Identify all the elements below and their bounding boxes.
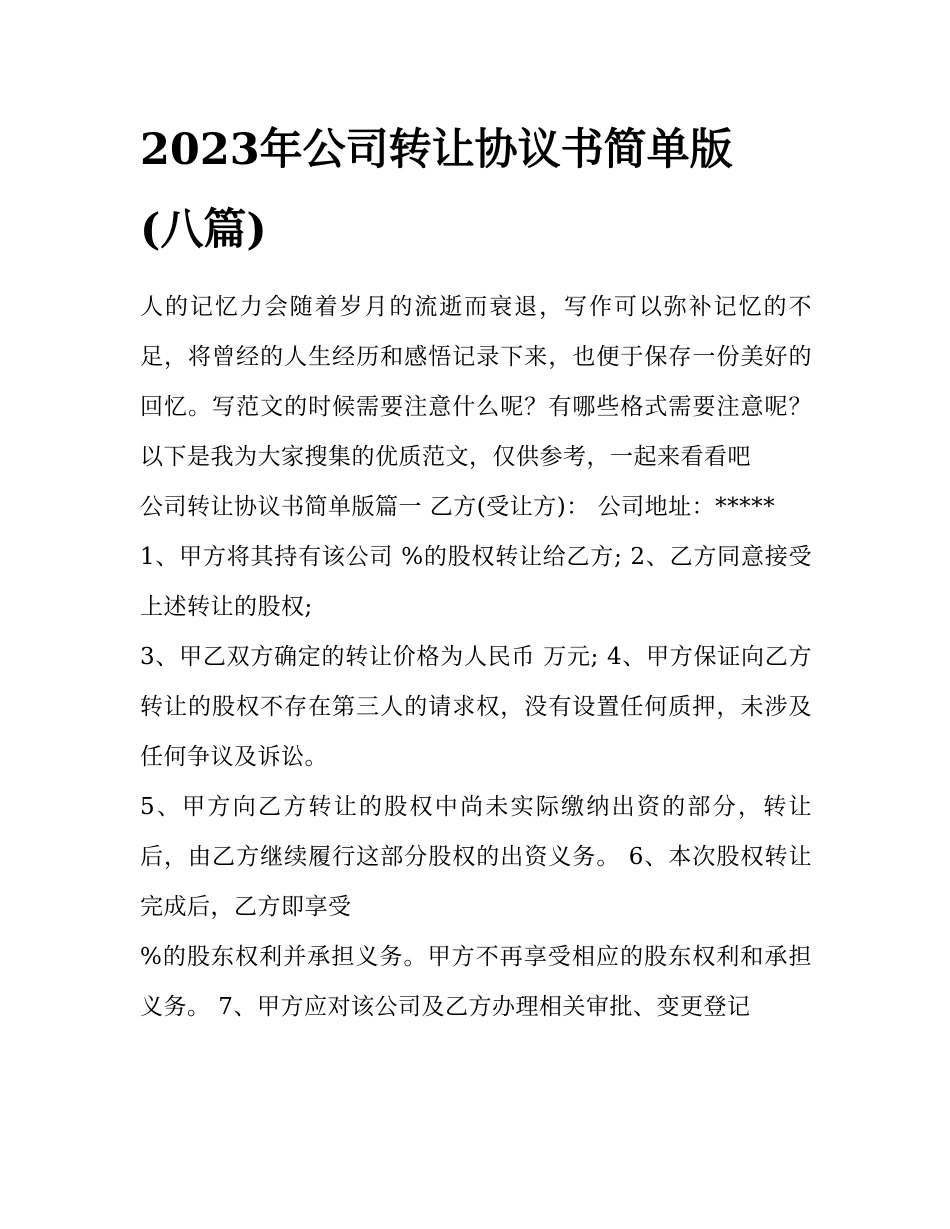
clause-paragraph-5-6: 5、甲方向乙方转让的股权中尚未实际缴纳出资的部分，转让后，由乙方继续履行这部分股权的出资义务。 6、本次股权转让完成后，乙方即享受 — [140, 794, 812, 920]
document-title — [140, 110, 812, 270]
title-line-1: 2023年公司转让协议书简单版 — [140, 125, 733, 175]
document-page — [140, 110, 812, 1032]
title-line-2: (八篇) — [140, 205, 267, 255]
clause-paragraph-3-4: 3、甲乙双方确定的转让价格为人民币 万元; 4、甲方保证向乙方转让的股权不存在第三人的请求权，没有设置任何质押，未涉及任何争议及诉讼。 — [140, 644, 812, 770]
clause-paragraph-1-2: 1、甲方将其持有该公司 %的股权转让给乙方; 2、乙方同意接受上述转让的股权; — [140, 544, 812, 620]
intro-paragraph: 人的记忆力会随着岁月的流逝而衰退，写作可以弥补记忆的不足，将曾经的人生经历和感悟记录下来，也便于保存一份美好的回忆。写范文的时候需要注意什么呢？有哪些格式需要注意呢？以下是我为大家搜集的优质范文，仅供参考，一起来看看吧 — [140, 294, 812, 470]
section-heading-paragraph: 公司转让协议书简单版篇一 乙方(受让方)： 公司地址：***** — [140, 494, 776, 520]
clause-paragraph-6-7: %的股东权利并承担义务。甲方不再享受相应的股东权利和承担义务。 7、甲方应对该公司及乙方办理相关审批、变更登记 — [140, 944, 812, 1020]
